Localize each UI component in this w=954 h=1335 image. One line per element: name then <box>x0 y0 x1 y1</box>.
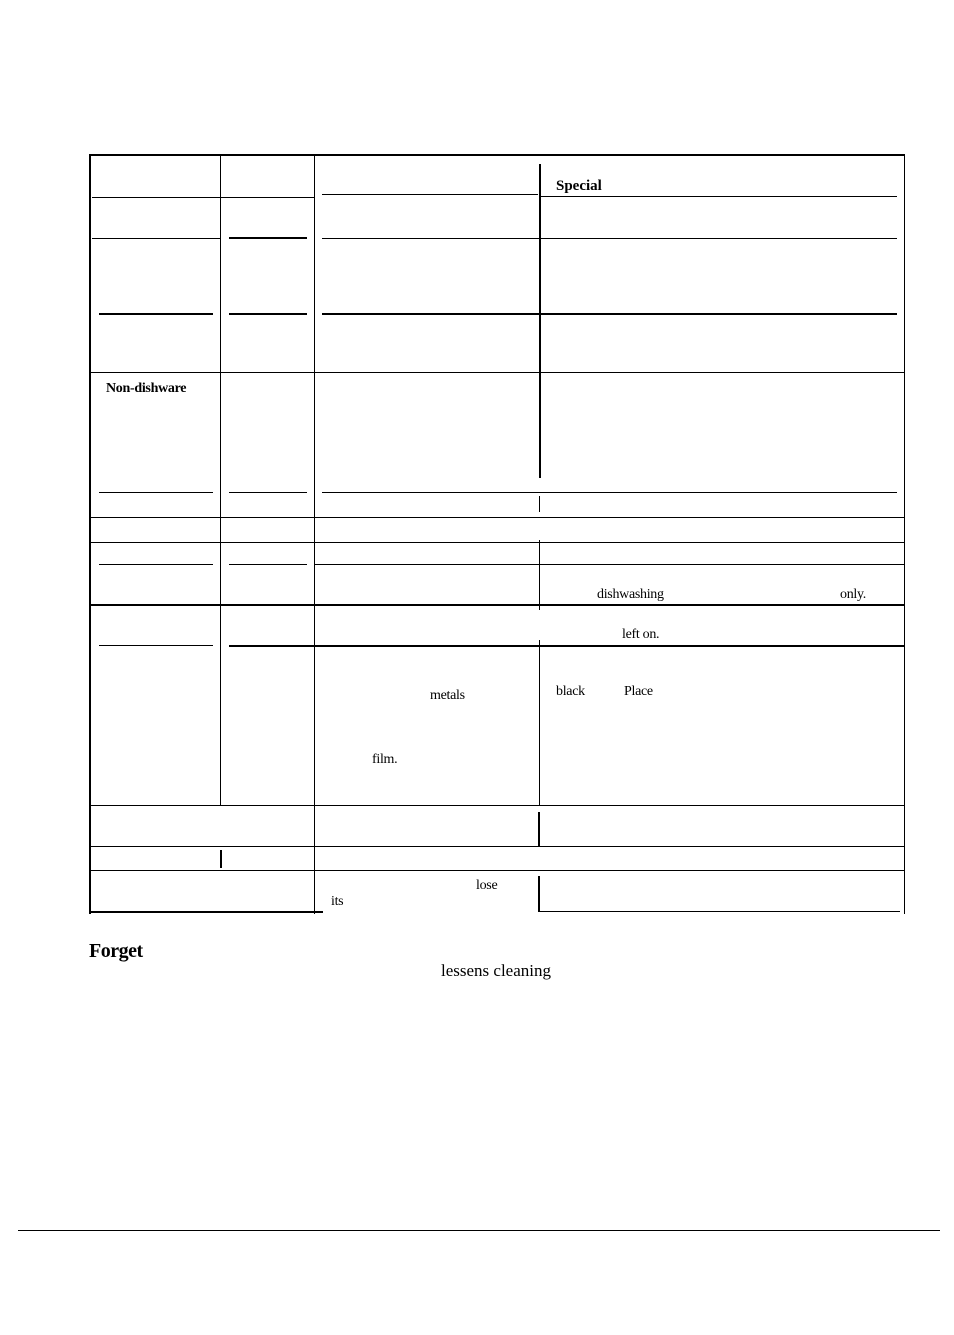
note-lessens-cleaning: lessens cleaning <box>441 961 551 980</box>
text-its: its <box>331 894 344 909</box>
text-film: film. <box>372 752 398 767</box>
text-black: black <box>556 684 585 699</box>
text-lose: lose <box>476 878 498 893</box>
header-special: Special <box>556 178 602 194</box>
footer-rule <box>18 1230 940 1231</box>
text-only: only. <box>840 587 866 602</box>
row-label-non-dishware: Non-dishware <box>106 381 187 396</box>
text-metals: metals <box>430 688 465 703</box>
note-forget: Forget <box>89 940 143 962</box>
text-left-on: left on. <box>622 627 660 642</box>
text-place: Place <box>624 684 653 699</box>
text-dishwashing: dishwashing <box>597 587 664 602</box>
